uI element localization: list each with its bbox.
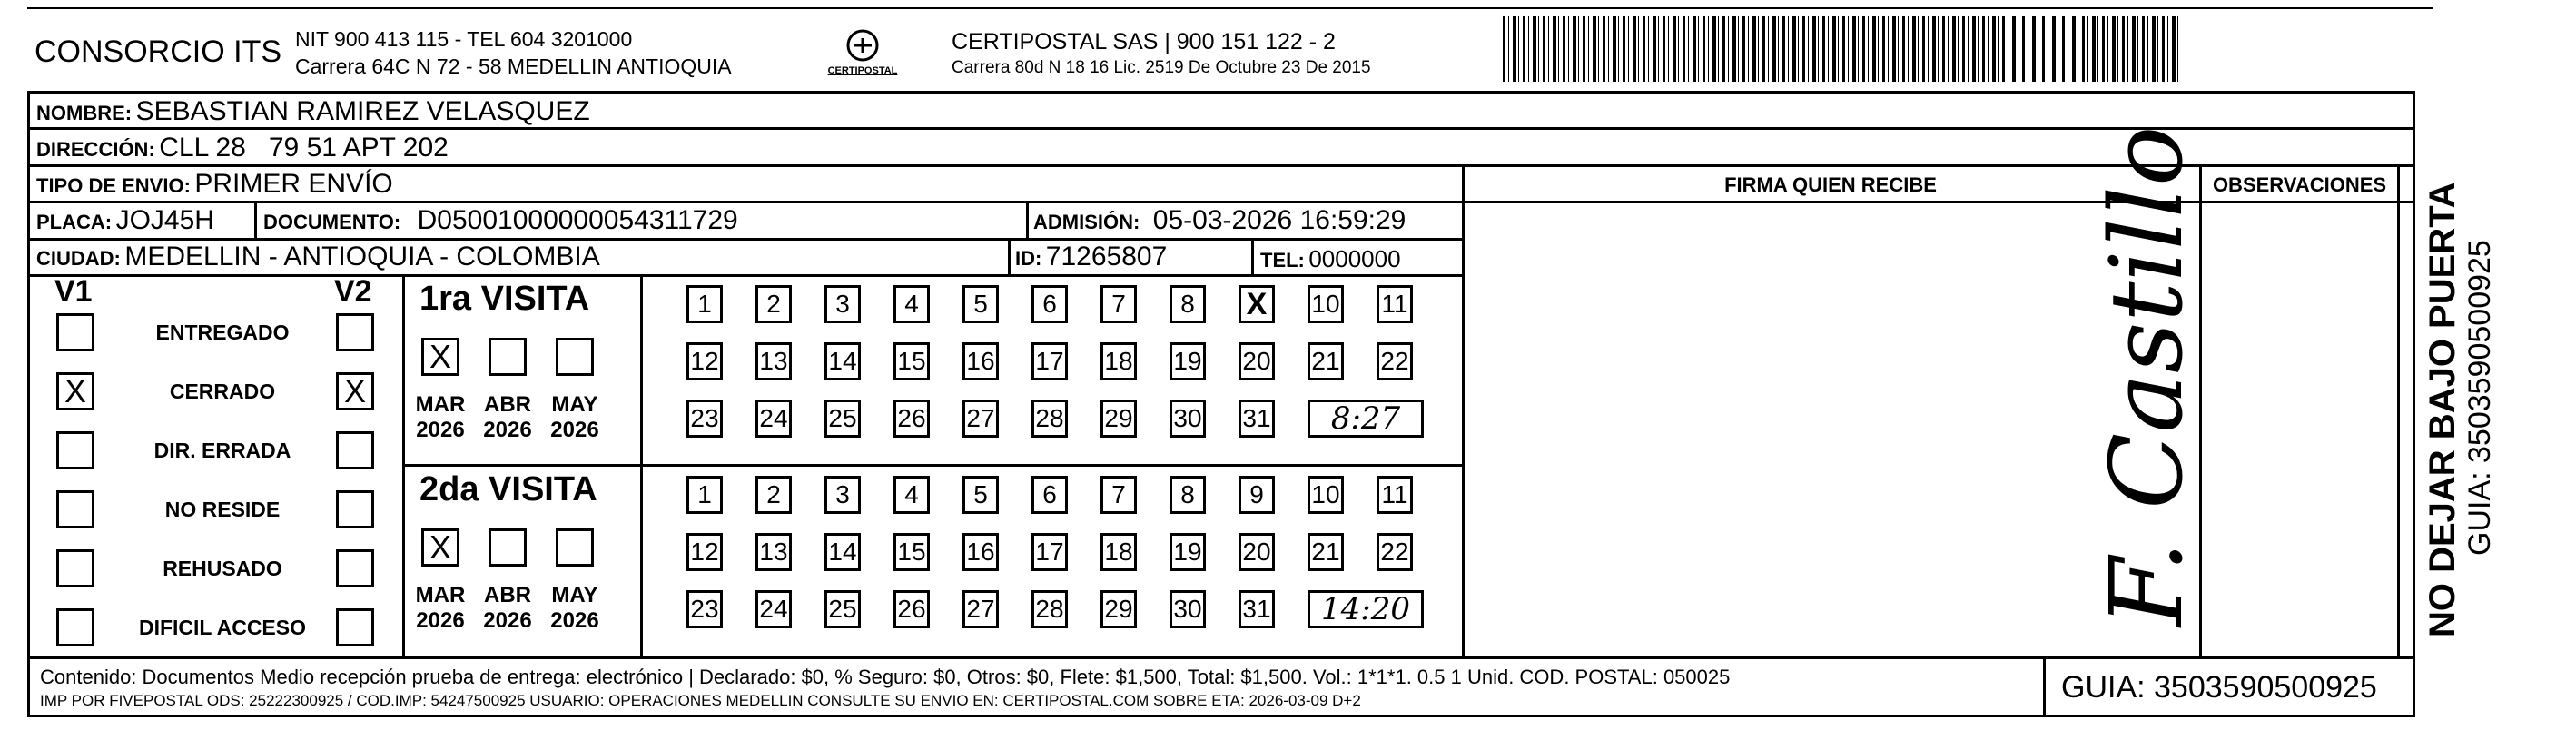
day-box[interactable]: 8 xyxy=(1170,285,1206,323)
day-box[interactable]: 6 xyxy=(1031,476,1068,514)
day-box[interactable]: 2 xyxy=(755,285,792,323)
time-box[interactable]: 14:20 xyxy=(1308,590,1424,628)
day-box[interactable]: 8 xyxy=(1170,476,1206,514)
month-year: 2026 xyxy=(550,418,599,442)
v2-label: V2 xyxy=(334,274,372,309)
day-box[interactable]: 31 xyxy=(1239,590,1275,628)
day-box[interactable]: 25 xyxy=(824,400,861,438)
day-box[interactable]: 27 xyxy=(962,590,999,628)
v1-checkbox[interactable] xyxy=(56,490,94,528)
tipo-value: PRIMER ENVÍO xyxy=(194,169,393,199)
day-box[interactable]: 6 xyxy=(1031,285,1068,323)
visit-divider xyxy=(402,464,1462,467)
v1-checkbox[interactable] xyxy=(56,608,94,646)
day-box[interactable]: 28 xyxy=(1031,590,1068,628)
day-box[interactable]: 10 xyxy=(1308,476,1344,514)
day-box[interactable]: 18 xyxy=(1100,533,1137,571)
day-box[interactable]: 16 xyxy=(962,342,999,380)
direccion-label: DIRECCIÓN: xyxy=(36,138,155,161)
day-box[interactable]: 26 xyxy=(893,400,930,438)
v2-checkbox[interactable]: X xyxy=(336,372,374,410)
top-border xyxy=(27,7,2433,9)
day-box[interactable]: 1 xyxy=(686,285,723,323)
day-box[interactable]: 3 xyxy=(824,476,861,514)
logo-text: CERTIPOSTAL xyxy=(827,65,898,76)
day-box[interactable]: 21 xyxy=(1308,342,1344,380)
time-box[interactable]: 8:27 xyxy=(1308,400,1424,438)
day-box[interactable]: 19 xyxy=(1170,533,1206,571)
status-label: NO RESIDE xyxy=(164,498,281,521)
certipostal-logo xyxy=(817,25,908,80)
ciudad-row xyxy=(36,242,600,272)
status-label: ENTREGADO xyxy=(155,321,290,344)
row-line xyxy=(27,656,2415,659)
nit-line: NIT 900 413 115 - TEL 604 3201000 xyxy=(295,27,633,51)
day-box[interactable]: 30 xyxy=(1170,400,1206,438)
id-value: 71265807 xyxy=(1045,242,1168,271)
month-checkbox[interactable]: X xyxy=(421,338,459,376)
day-box[interactable]: 13 xyxy=(755,342,792,380)
day-box[interactable]: 15 xyxy=(893,533,930,571)
col-line xyxy=(1026,201,1029,238)
month-checkbox[interactable] xyxy=(556,528,594,567)
row-line xyxy=(1462,201,2415,203)
day-box[interactable]: 20 xyxy=(1239,533,1275,571)
ciudad-value: MEDELLIN - ANTIOQUIA - COLOMBIA xyxy=(124,242,600,271)
day-box[interactable]: 25 xyxy=(824,590,861,628)
row-line xyxy=(27,274,1462,277)
status-label: CERRADO xyxy=(169,380,276,403)
direccion-row xyxy=(36,133,449,163)
day-box[interactable]: 22 xyxy=(1377,342,1413,380)
day-box[interactable]: 4 xyxy=(893,476,930,514)
v1-label: V1 xyxy=(54,274,93,309)
documento-value: D05001000000054311729 xyxy=(417,205,738,235)
day-box[interactable]: 12 xyxy=(686,533,723,571)
day-box[interactable]: 2 xyxy=(755,476,792,514)
day-box[interactable]: 4 xyxy=(893,285,930,323)
month-name: MAY xyxy=(551,583,598,607)
day-box[interactable]: 19 xyxy=(1170,342,1206,380)
visit1-title: 1ra VISITA xyxy=(419,280,590,318)
tipo-row xyxy=(36,169,393,200)
ciudad-label: CIUDAD: xyxy=(36,247,121,270)
day-box[interactable]: 26 xyxy=(893,590,930,628)
day-box-marked[interactable]: X xyxy=(1239,285,1275,323)
day-box[interactable]: 1 xyxy=(686,476,723,514)
placa-label: PLACA: xyxy=(36,211,113,233)
footer-imp-line: IMP POR FIVEPOSTAL ODS: 25222300925 / COD.IMP: 54247500925 USUARIO: OPERACIONES MEDELLIN CONSULTE SU ENVIO EN: CERTIPOSTAL.COM SOBRE ETA: 2026-03-09 D+2 xyxy=(40,692,1361,709)
col-line xyxy=(1008,238,1011,274)
day-box[interactable]: 14 xyxy=(824,342,861,380)
month-name: MAR xyxy=(415,583,466,607)
day-box[interactable]: 10 xyxy=(1308,285,1344,323)
day-box[interactable]: 22 xyxy=(1377,533,1413,571)
day-box[interactable]: 24 xyxy=(755,590,792,628)
v1-checkbox[interactable]: X xyxy=(56,372,94,410)
id-cell xyxy=(1015,242,1167,272)
col-line xyxy=(2043,656,2046,717)
day-box[interactable]: 17 xyxy=(1031,342,1068,380)
visit2-title: 2da VISITA xyxy=(419,470,597,508)
col-line xyxy=(1251,238,1254,274)
day-box[interactable]: 30 xyxy=(1170,590,1206,628)
month-name: ABR xyxy=(484,583,531,607)
status-label: DIR. ERRADA xyxy=(153,439,291,462)
month-checkbox[interactable] xyxy=(489,338,527,376)
v2-checkbox[interactable] xyxy=(336,313,374,351)
footer-guia: GUIA: 3503590500925 xyxy=(2061,670,2377,705)
company-name: CONSORCIO ITS xyxy=(35,35,282,69)
month-year: 2026 xyxy=(550,608,599,633)
documento-cell xyxy=(263,205,738,236)
day-box[interactable]: 20 xyxy=(1239,342,1275,380)
day-box[interactable]: 29 xyxy=(1100,590,1137,628)
day-box[interactable]: 14 xyxy=(824,533,861,571)
documento-label: DOCUMENTO: xyxy=(263,211,401,233)
observaciones-signature: F. Castillo xyxy=(2088,125,2205,627)
day-box[interactable]: 23 xyxy=(686,590,723,628)
day-box[interactable]: 17 xyxy=(1031,533,1068,571)
day-box[interactable]: 3 xyxy=(824,285,861,323)
v1-checkbox[interactable] xyxy=(56,313,94,351)
tipo-label: TIPO DE ENVIO: xyxy=(36,174,191,197)
month-checkbox[interactable] xyxy=(556,338,594,376)
observaciones-header xyxy=(2202,173,2397,197)
tel-cell xyxy=(1260,245,1401,273)
day-box[interactable]: 7 xyxy=(1100,476,1137,514)
v2-checkbox[interactable] xyxy=(336,431,374,469)
v2-checkbox[interactable] xyxy=(336,549,374,587)
side-guia: GUIA: 3503590500925 xyxy=(2462,240,2497,556)
firma-header-label: FIRMA QUIEN RECIBE xyxy=(1724,173,1937,196)
observaciones-header-label: OBSERVACIONES xyxy=(2212,173,2387,196)
admision-value: 05-03-2026 16:59:29 xyxy=(1152,205,1406,235)
barcode xyxy=(1503,16,2179,82)
col-line xyxy=(2397,164,2400,656)
status-label: DIFICIL ACCESO xyxy=(138,616,306,639)
v2-checkbox[interactable] xyxy=(336,490,374,528)
day-box[interactable]: 28 xyxy=(1031,400,1068,438)
placa-row xyxy=(36,205,214,236)
row-line xyxy=(27,164,2415,167)
month-name: MAR xyxy=(415,392,466,417)
day-box[interactable]: 21 xyxy=(1308,533,1344,571)
day-box[interactable]: 7 xyxy=(1100,285,1137,323)
placa-value: JOJ45H xyxy=(115,205,214,235)
day-box[interactable]: 5 xyxy=(962,285,999,323)
day-box[interactable]: 5 xyxy=(962,476,999,514)
day-box[interactable]: 9 xyxy=(1239,476,1275,514)
month-year: 2026 xyxy=(416,608,465,633)
month-year: 2026 xyxy=(416,418,465,442)
tel-label: TEL: xyxy=(1260,249,1305,271)
day-box[interactable]: 27 xyxy=(962,400,999,438)
day-box[interactable]: 18 xyxy=(1100,342,1137,380)
nombre-value: SEBASTIAN RAMIREZ VELASQUEZ xyxy=(135,96,590,126)
day-box[interactable]: 31 xyxy=(1239,400,1275,438)
v1-checkbox[interactable] xyxy=(56,431,94,469)
day-box[interactable]: 24 xyxy=(755,400,792,438)
admision-label: ADMISIÓN: xyxy=(1033,211,1140,233)
courier-line: CERTIPOSTAL SAS | 900 151 122 - 2 xyxy=(952,29,1336,54)
row-line xyxy=(27,127,2415,130)
nombre-label: NOMBRE: xyxy=(36,102,133,124)
day-box[interactable]: 29 xyxy=(1100,400,1137,438)
tel-value: 0000000 xyxy=(1308,245,1401,272)
footer-content-line: Contenido: Documentos Medio recepción prueba de entrega: electrónico | Declarado: $0, % Seguro: $0, Otros: $0, Flete: $1,500, Total: $1,500. Vol.: 1*1*1. 0.5 1 Unid. COD. POSTAL: 050025 xyxy=(40,666,1731,688)
month-name: MAY xyxy=(551,392,598,417)
courier-address: Carrera 80d N 18 16 Lic. 2519 De Octubre 23 De 2015 xyxy=(952,58,1371,77)
id-label: ID: xyxy=(1015,247,1042,270)
v2-checkbox[interactable] xyxy=(336,608,374,646)
month-year: 2026 xyxy=(483,608,532,633)
day-box[interactable]: 23 xyxy=(686,400,723,438)
col-line xyxy=(254,201,257,238)
month-year: 2026 xyxy=(483,418,532,442)
day-box[interactable]: 11 xyxy=(1377,476,1413,514)
admision-cell xyxy=(1033,205,1406,236)
day-box[interactable]: 16 xyxy=(962,533,999,571)
no-dejar-bajo-puerta: NO DEJAR BAJO PUERTA xyxy=(2423,182,2462,637)
direccion-value: CLL 28 79 51 APT 202 xyxy=(159,133,449,163)
day-box[interactable]: 13 xyxy=(755,533,792,571)
day-box[interactable]: 12 xyxy=(686,342,723,380)
v1-checkbox[interactable] xyxy=(56,549,94,587)
day-box[interactable]: 11 xyxy=(1377,285,1413,323)
day-box[interactable]: 15 xyxy=(893,342,930,380)
row-line xyxy=(27,238,1462,241)
address-line: Carrera 64C N 72 - 58 MEDELLIN ANTIOQUIA xyxy=(295,54,732,78)
month-checkbox[interactable]: X xyxy=(421,528,459,567)
status-label: REHUSADO xyxy=(163,557,282,580)
nombre-row xyxy=(36,96,590,127)
month-checkbox[interactable] xyxy=(489,528,527,567)
col-line xyxy=(1462,164,1465,656)
month-name: ABR xyxy=(484,392,531,417)
